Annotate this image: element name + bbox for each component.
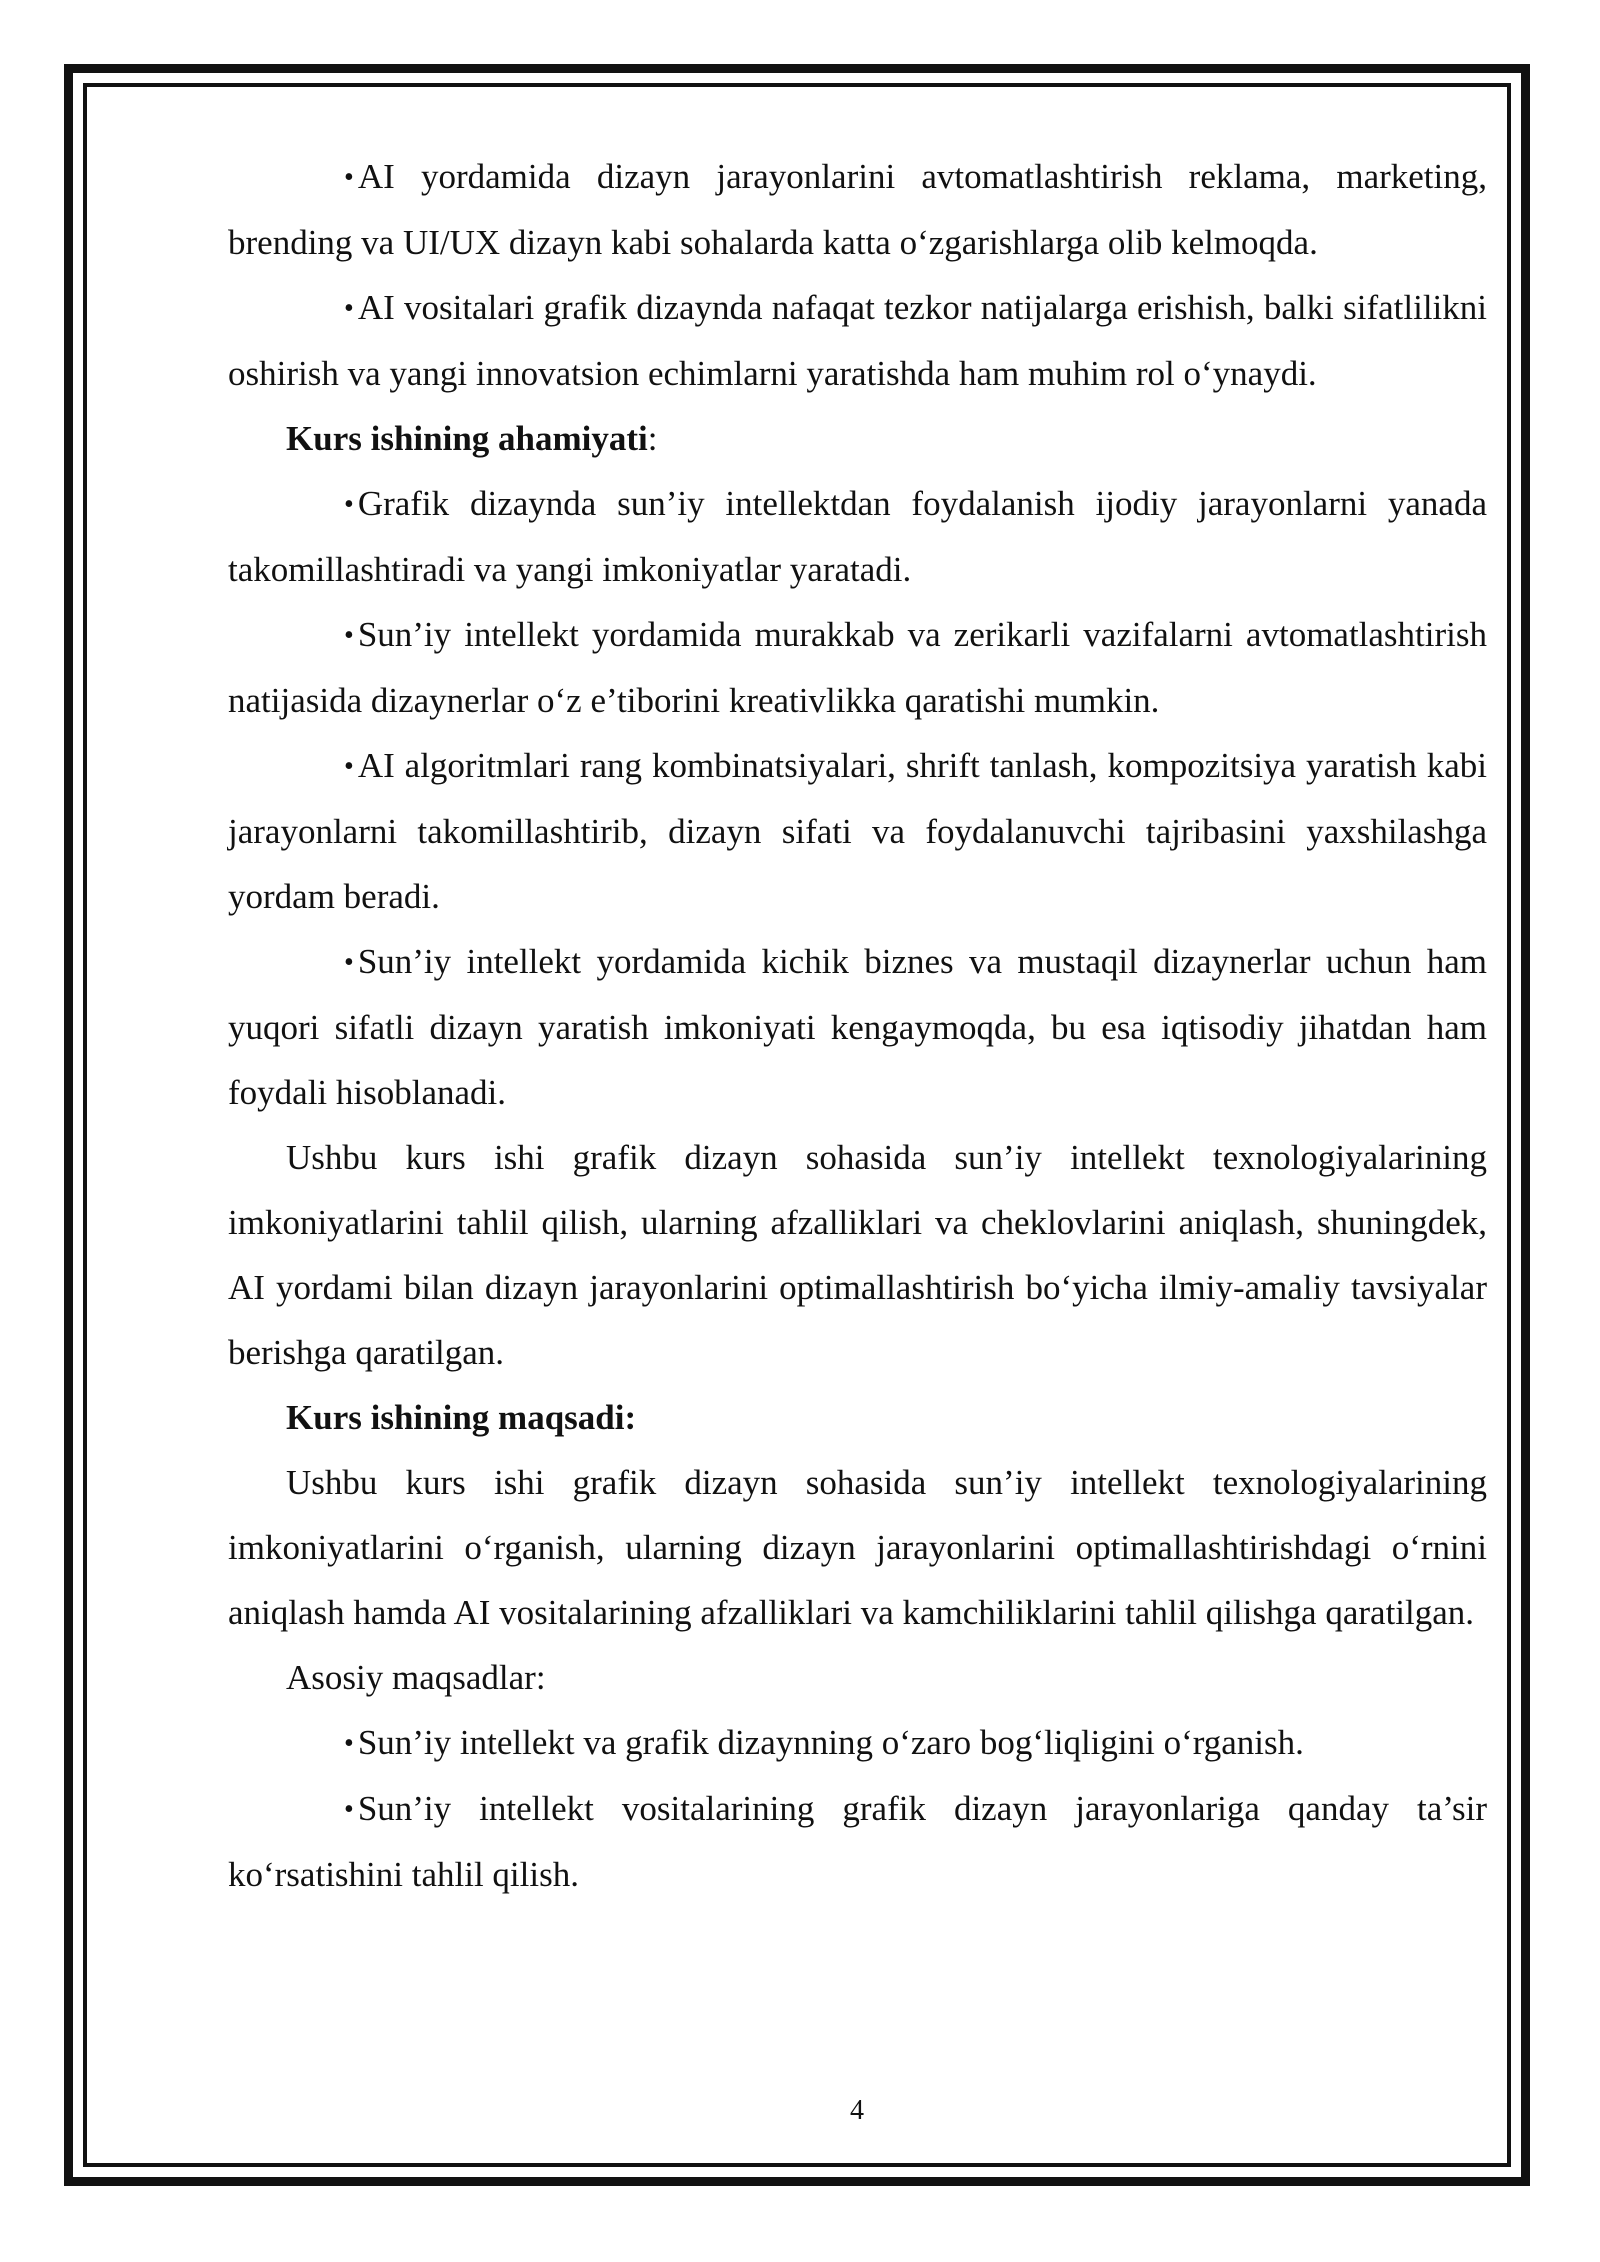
bullet-item [228,471,1487,602]
heading-suffix: : [647,419,658,458]
bullet-text: Grafik dizaynda sun’iy intellektdan foydalanish ijodiy jarayonlarni yanada takomillashtiradi va yangi imkoniyatlar yaratadi. [228,484,1487,589]
bullet-icon: • [344,947,354,978]
bullet-icon: • [344,489,354,520]
bullet-text: AI yordamida dizayn jarayonlarini avtomatlashtirish reklama, marketing, brending va UI/UX dizayn kabi sohalarda katta o‘zgarishlarga olib kelmoqda. [228,157,1487,262]
bullet-item [228,602,1487,733]
bullet-item [228,144,1487,275]
bullet-icon: • [344,1794,354,1825]
section-heading-ahamiyati [228,406,1487,471]
bullet-item [228,733,1487,929]
bullet-text: Sun’iy intellekt va grafik dizaynning o‘zaro bog‘liqligini o‘rganish. [357,1723,1304,1762]
body-paragraph: Asosiy maqsadlar: [286,1658,546,1697]
body-paragraph: Ushbu kurs ishi grafik dizayn sohasida sun’iy intellekt texnologiyalarining imkoniyatlarini o‘rganish, ularning dizayn jarayonlarini optimallashtirishdagi o‘rnini aniqlash hamda AI vositalarining afzalliklari va kamchiliklarini tahlil qilishga qaratilgan. [228,1463,1487,1632]
bullet-item [228,1710,1487,1776]
bullet-text: Sun’iy intellekt yordamida murakkab va zerikarli vazifalarni avtomatlashtirish natijasida dizaynerlar o‘z e’tiborini kreativlikka qaratishi mumkin. [228,615,1487,720]
heading-text: Kurs ishining maqsadi: [286,1398,637,1437]
section-heading-maqsadi [228,1385,1487,1450]
bullet-item [228,1776,1487,1907]
bullet-item [228,275,1487,406]
bullet-icon: • [344,293,354,324]
bullet-icon: • [344,162,354,193]
heading-text: Kurs ishining ahamiyati [286,419,648,458]
bullet-text: Sun’iy intellekt vositalarining grafik dizayn jarayonlariga qanday ta’sir ko‘rsatishini tahlil qilish. [228,1789,1487,1894]
body-paragraph: Ushbu kurs ishi grafik dizayn sohasida sun’iy intellekt texnologiyalarining imkoniyatlarini tahlil qilish, ularning afzalliklari va cheklovlarini aniqlash, shuningdek, AI yordami bilan dizayn jarayonlarini optimallashtirish bo‘yicha ilmiy-amaliy tavsiyalar berishga qaratilgan. [228,1138,1487,1372]
bullet-text: Sun’iy intellekt yordamida kichik biznes va mustaqil dizaynerlar uchun ham yuqori sifatli dizayn yaratish imkoniyati kengaymoqda, bu esa iqtisodiy jihatdan ham foydali hisoblanadi. [228,942,1487,1112]
bullet-text: AI vositalari grafik dizaynda nafaqat tezkor natijalarga erishish, balki sifatlilikni oshirish va yangi innovatsion echimlarni yaratishda ham muhim rol o‘ynaydi. [228,288,1487,393]
page-number: 4 [850,2095,864,2126]
bullet-icon: • [344,751,354,782]
bullet-icon: • [344,620,354,651]
document-body [228,144,1487,1907]
bullet-item [228,929,1487,1125]
bullet-icon: • [344,1728,354,1759]
bullet-text: AI algoritmlari rang kombinatsiyalari, shrift tanlash, kompozitsiya yaratish kabi jarayonlarni takomillashtirib, dizayn sifati va foydalanuvchi tajribasini yaxshilashga yordam beradi. [228,746,1487,916]
